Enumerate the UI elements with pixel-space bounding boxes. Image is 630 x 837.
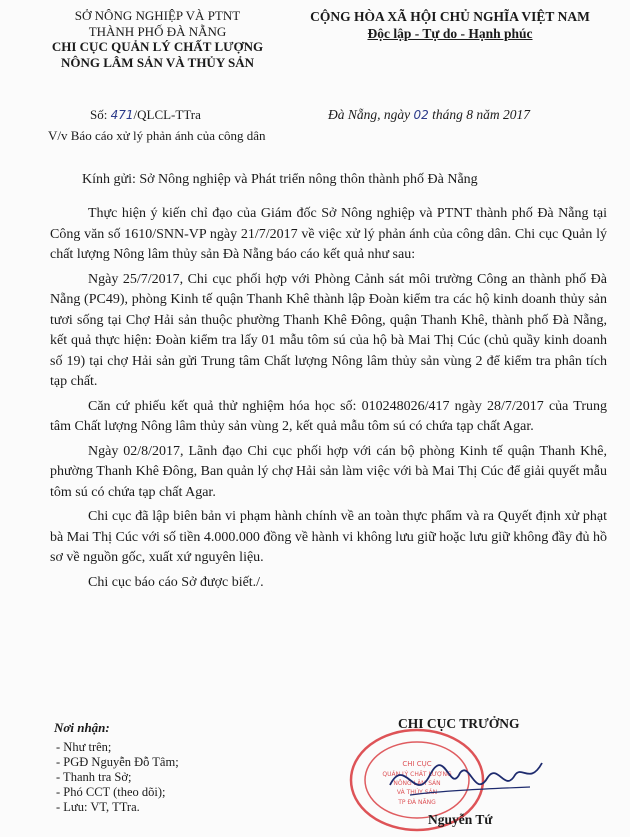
document-number-prefix: Số: xyxy=(90,107,108,122)
body-paragraph: Căn cứ phiếu kết quả thử nghiệm hóa học số: 010248026/417 ngày 28/7/2017 của Trung tâm Chất lượng Nông lâm thủy sản vùng 2, kết quả mẫu tôm sú có chứa tạp chất Agar. xyxy=(50,398,607,434)
issuing-agency-header xyxy=(30,8,285,70)
national-motto: Độc lập - Tự do - Hạnh phúc xyxy=(367,26,533,41)
document-number-handwritten: 471 xyxy=(110,108,134,122)
document-body xyxy=(50,204,607,597)
svg-text:VÀ THỦY SẢN: VÀ THỦY SẢN xyxy=(396,789,438,796)
body-paragraph: Ngày 02/8/2017, Lãnh đạo Chi cục phối hợp với cán bộ phòng Kinh tế quận Thanh Khê, phường Thanh Khê Đông, Ban quản lý chợ Hải sản làm việc với bà Mai Thị Cúc để giải quyết mẫu tôm sú có chứa tạp chất Agar. xyxy=(50,443,607,500)
recipients-list xyxy=(54,720,179,815)
body-paragraph: Ngày 25/7/2017, Chi cục phối hợp với Phòng Cảnh sát môi trường Công an thành phố Đà Nẵng (PC49), phòng Kinh tế quận Thanh Khê thành lập Đoàn kiểm tra các hộ kinh doanh thủy sản tươi sống tại Chợ Hải sản thuộc phường Thanh Khê Đông, quận Thanh Khê, thành phố Đà Nẵng, kết quả thực hiện: Đoàn kiểm tra lấy 01 mẫu tôm sú của hộ bà Mai Thị Cúc (chủ quầy kinh doanh số 19) tại chợ Hải sản gửi Trung tâm Chất lượng Nông lâm thủy sản vùng 2 để kiểm tra phân tích tạp chất. xyxy=(50,271,607,389)
svg-text:QUẢN LÝ CHẤT LƯỢNG: QUẢN LÝ CHẤT LƯỢNG xyxy=(382,771,452,778)
date-prefix: Đà Nẵng, ngày xyxy=(328,107,411,122)
handwritten-signature xyxy=(380,745,550,815)
date-day-handwritten: 02 xyxy=(413,108,429,122)
svg-text:TP ĐÀ NẴNG: TP ĐÀ NẴNG xyxy=(398,799,436,806)
agency-line-2: THÀNH PHỐ ĐÀ NẴNG xyxy=(88,23,227,39)
body-paragraph: Chi cục đã lập biên bản vi phạm hành chính về an toàn thực phẩm và ra Quyết định xử phạt bà Mai Thị Cúc với số tiền 4.000.000 đồng về hành vi không lưu giữ hoặc lưu giữ không đầy đủ hồ sơ về nguồn gốc, xuất xứ nguyên liệu. xyxy=(50,509,607,565)
document-number xyxy=(90,107,201,123)
svg-text:NÔNG LÂM SẢN: NÔNG LÂM SẢN xyxy=(393,780,441,787)
recipients-title: Nơi nhận: xyxy=(54,720,110,735)
signer-name: Nguyễn Tứ xyxy=(428,812,493,827)
signature-title: CHI CỤC TRƯỞNG xyxy=(398,716,520,731)
date-suffix: tháng 8 năm 2017 xyxy=(432,107,531,122)
recipient-item: - Phó CCT (theo dõi); xyxy=(56,785,166,799)
nation-title: CỘNG HÒA XÃ HỘI CHỦ NGHĨA VIỆT NAM xyxy=(310,9,590,24)
recipient-item: - Như trên; xyxy=(56,740,112,754)
salutation: Kính gửi: Sở Nông nghiệp và Phát triển nông thôn thành phố Đà Nẵng xyxy=(82,172,478,187)
svg-text:CHI CỤC: CHI CỤC xyxy=(402,760,432,768)
recipient-item: - PGĐ Nguyễn Đỗ Tâm; xyxy=(56,755,179,769)
agency-line-4: NÔNG LÂM SẢN VÀ THỦY SẢN xyxy=(61,54,254,70)
body-paragraph: Chi cục báo cáo Sở được biết./. xyxy=(88,574,264,590)
agency-line-3: CHI CỤC QUẢN LÝ CHẤT LƯỢNG xyxy=(51,39,264,54)
document-number-suffix: /QLCL-TTra xyxy=(133,107,201,122)
document-date xyxy=(328,107,530,123)
body-paragraph: Thực hiện ý kiến chỉ đạo của Giám đốc Sở Nông nghiệp và PTNT thành phố Đà Nẵng tại Công văn số 1610/SNN-VP ngày 21/7/2017 về việc xử lý phản ánh của công dân. Chi cục Quản lý chất lượng Nông lâm thủy sản Đà Nẵng báo cáo kết quả như sau: xyxy=(50,206,607,262)
recipient-item: - Lưu: VT, TTra. xyxy=(56,800,140,814)
national-header xyxy=(290,8,610,42)
document-subject: V/v Báo cáo xử lý phản ánh của công dân xyxy=(48,128,266,143)
agency-line-1: SỞ NÔNG NGHIỆP VÀ PTNT xyxy=(74,8,241,23)
recipient-item: - Thanh tra Sở; xyxy=(56,770,132,784)
